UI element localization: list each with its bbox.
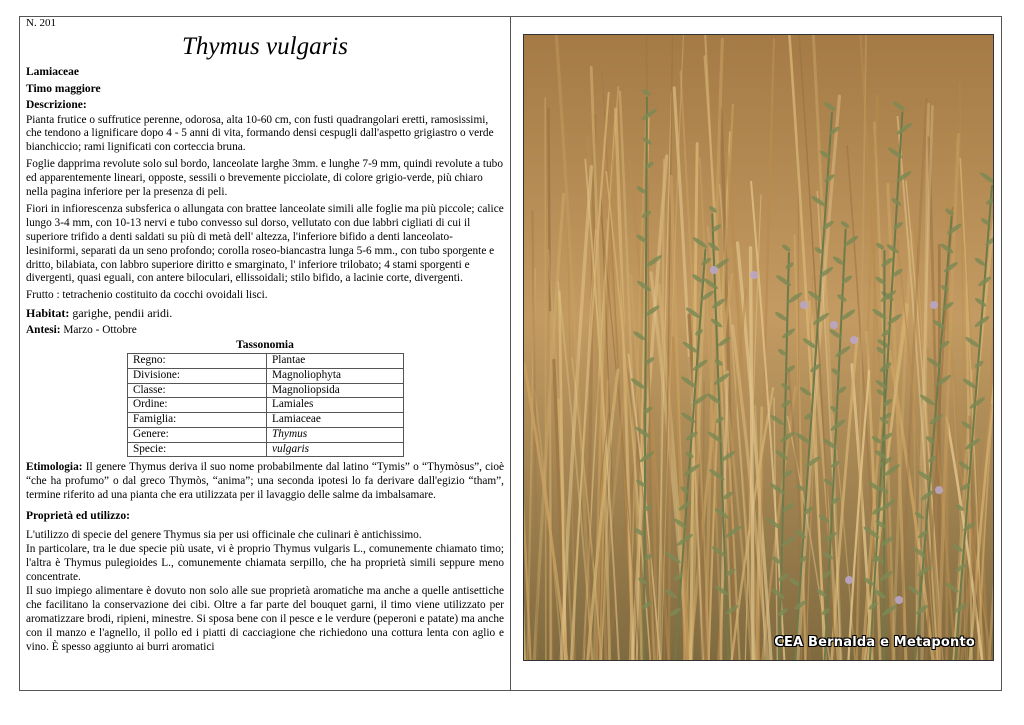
text-column xyxy=(26,17,504,689)
table-row xyxy=(128,427,404,442)
plant-photo xyxy=(523,34,994,661)
etymology-text: Il genere Thymus deriva il suo nome probabilmente dal latino “Tymis” o “Thymòsus”, cioè “che ha profumo” o dal greco Thymòs, “anima”; una seconda ipotesi lo fa derivare dall'egizio “tham”, termine riferito ad una pianta che era utilizzata per il lavaggio delle salme da imbalsamare. xyxy=(26,461,504,502)
antesi-label: Antesi: xyxy=(26,324,61,337)
taxonomy-value: Lamiales xyxy=(267,398,404,413)
column-divider xyxy=(510,16,511,691)
habitat-value: garighe, pendii aridi. xyxy=(72,306,173,321)
table-row xyxy=(128,398,404,413)
table-row xyxy=(128,413,404,428)
taxonomy-rank: Famiglia: xyxy=(128,413,267,428)
description-heading: Descrizione: xyxy=(26,99,87,111)
antesi-value: Marzo - Ottobre xyxy=(63,324,137,337)
taxonomy-title: Tassonomia xyxy=(236,339,294,352)
taxonomy-rank: Specie: xyxy=(128,442,267,457)
taxonomy-rank: Classe: xyxy=(128,383,267,398)
table-row xyxy=(128,354,404,369)
habitat-line xyxy=(26,305,504,322)
taxonomy-table xyxy=(127,353,404,457)
taxonomy-value: Magnoliopsida xyxy=(267,383,404,398)
common-name: Timo maggiore xyxy=(26,82,101,95)
taxonomy-rank: Ordine: xyxy=(128,398,267,413)
taxonomy-value: Lamiaceae xyxy=(267,413,404,428)
description-paragraph: Pianta frutice o suffrutice perenne, odorosa, alta 10-60 cm, con fusti quadrangolari eretti, ramosissimi, che tendono a lignificare dopo 4 - 5 anni di vita, formando densi cespugli dall'aspetto grigiastro o verde bianchiccio; rami lignificati con corteccia bruna. xyxy=(26,113,494,154)
table-row xyxy=(128,368,404,383)
thyme-photo-illustration xyxy=(524,35,993,660)
photo-credit: CEA Bernalda e Metaponto xyxy=(774,635,975,650)
uses-heading: Proprietà ed utilizzo: xyxy=(26,509,130,522)
taxonomy-value: Plantae xyxy=(267,354,404,369)
description-paragraph: Foglie dapprima revolute solo sul bordo, lanceolate larghe 3mm. e lunghe 7-9 mm, quindi revolute a tubo ed apparentemente lineari, opposte, sessili o brevemente picciolate, di colore grigio-verde, più chiaro nella pagina inferiore per la presenza di peli. xyxy=(26,158,503,199)
family-name: Lamiaceae xyxy=(26,66,80,78)
taxonomy-rank: Regno: xyxy=(128,354,267,369)
habitat-label: Habitat: xyxy=(26,306,70,321)
taxonomy-rank: Divisione: xyxy=(128,368,267,383)
uses-paragraph: L'utilizzo di specie del genere Thymus sia per usi officinale che culinari è antichissimo. In particolare, tra le due specie più usate, vi è proprio Thymus vulgaris L., comunemente chiamato timo; l'altra è Thymus pulegioides L., comunemente chiamata serpillo, che ha proprietà simili seppure meno concentrate. Il suo impiego alimentare è dovuto non solo alle sue proprietà aromatiche ma anche a quelle antisettiche che facilitano la conservazione dei cibi. Oltre a far parte del bouquet garni, il timo viene utilizzato per aromatizzare brodi, ripieni, minestre. Si sposa bene con il pesce e le verdure (peperoni e patate) ma anche con il manzo e l'agnello, il pollo ed i piatti di cacciagione che richiedono una cottura lenta con aglio e vino. È spesso aggiunto ai burri aromatici xyxy=(26,529,504,653)
etymology-label: Etimologia: xyxy=(26,461,83,474)
description-paragraph: Fiori in infiorescenza subsferica o allungata con brattee lanceolate simili alle foglie ma più piccole; calice lungo 3-4 mm, con 10-13 nervi e tubo convesso sul dorso, vellutato con due labbri cigliati di cui il superiore trifido a denti saldati su più di metà dell' altezza, l'inferiore bifido a denti lanceolato-lesiniformi, separati da un seno profondo; corolla roseo-biancastra lunga 5-6 mm., con tubo sporgente e dritto, bilabiata, con labbro superiore diritto e smarginato, l' inferiore trilobato; 4 stami sporgenti e divergenti, quasi eguali, con antere biloculari, ellissoidali; stilo bifido, a lacinie corte, divergenti. xyxy=(26,202,504,285)
taxonomy-rank: Genere: xyxy=(128,427,267,442)
table-row xyxy=(128,442,404,457)
table-row xyxy=(128,383,404,398)
species-title: Thymus vulgaris xyxy=(182,33,348,60)
description-paragraph: Frutto : tetrachenio costituito da cocchi ovoidali lisci. xyxy=(26,289,268,302)
antesi-line xyxy=(26,323,504,338)
etymology-paragraph xyxy=(26,461,504,503)
card-number: N. 201 xyxy=(26,17,56,29)
taxonomy-value: Magnoliophyta xyxy=(267,368,404,383)
taxonomy-value: Thymus xyxy=(267,427,404,442)
taxonomy-value: vulgaris xyxy=(267,442,404,457)
